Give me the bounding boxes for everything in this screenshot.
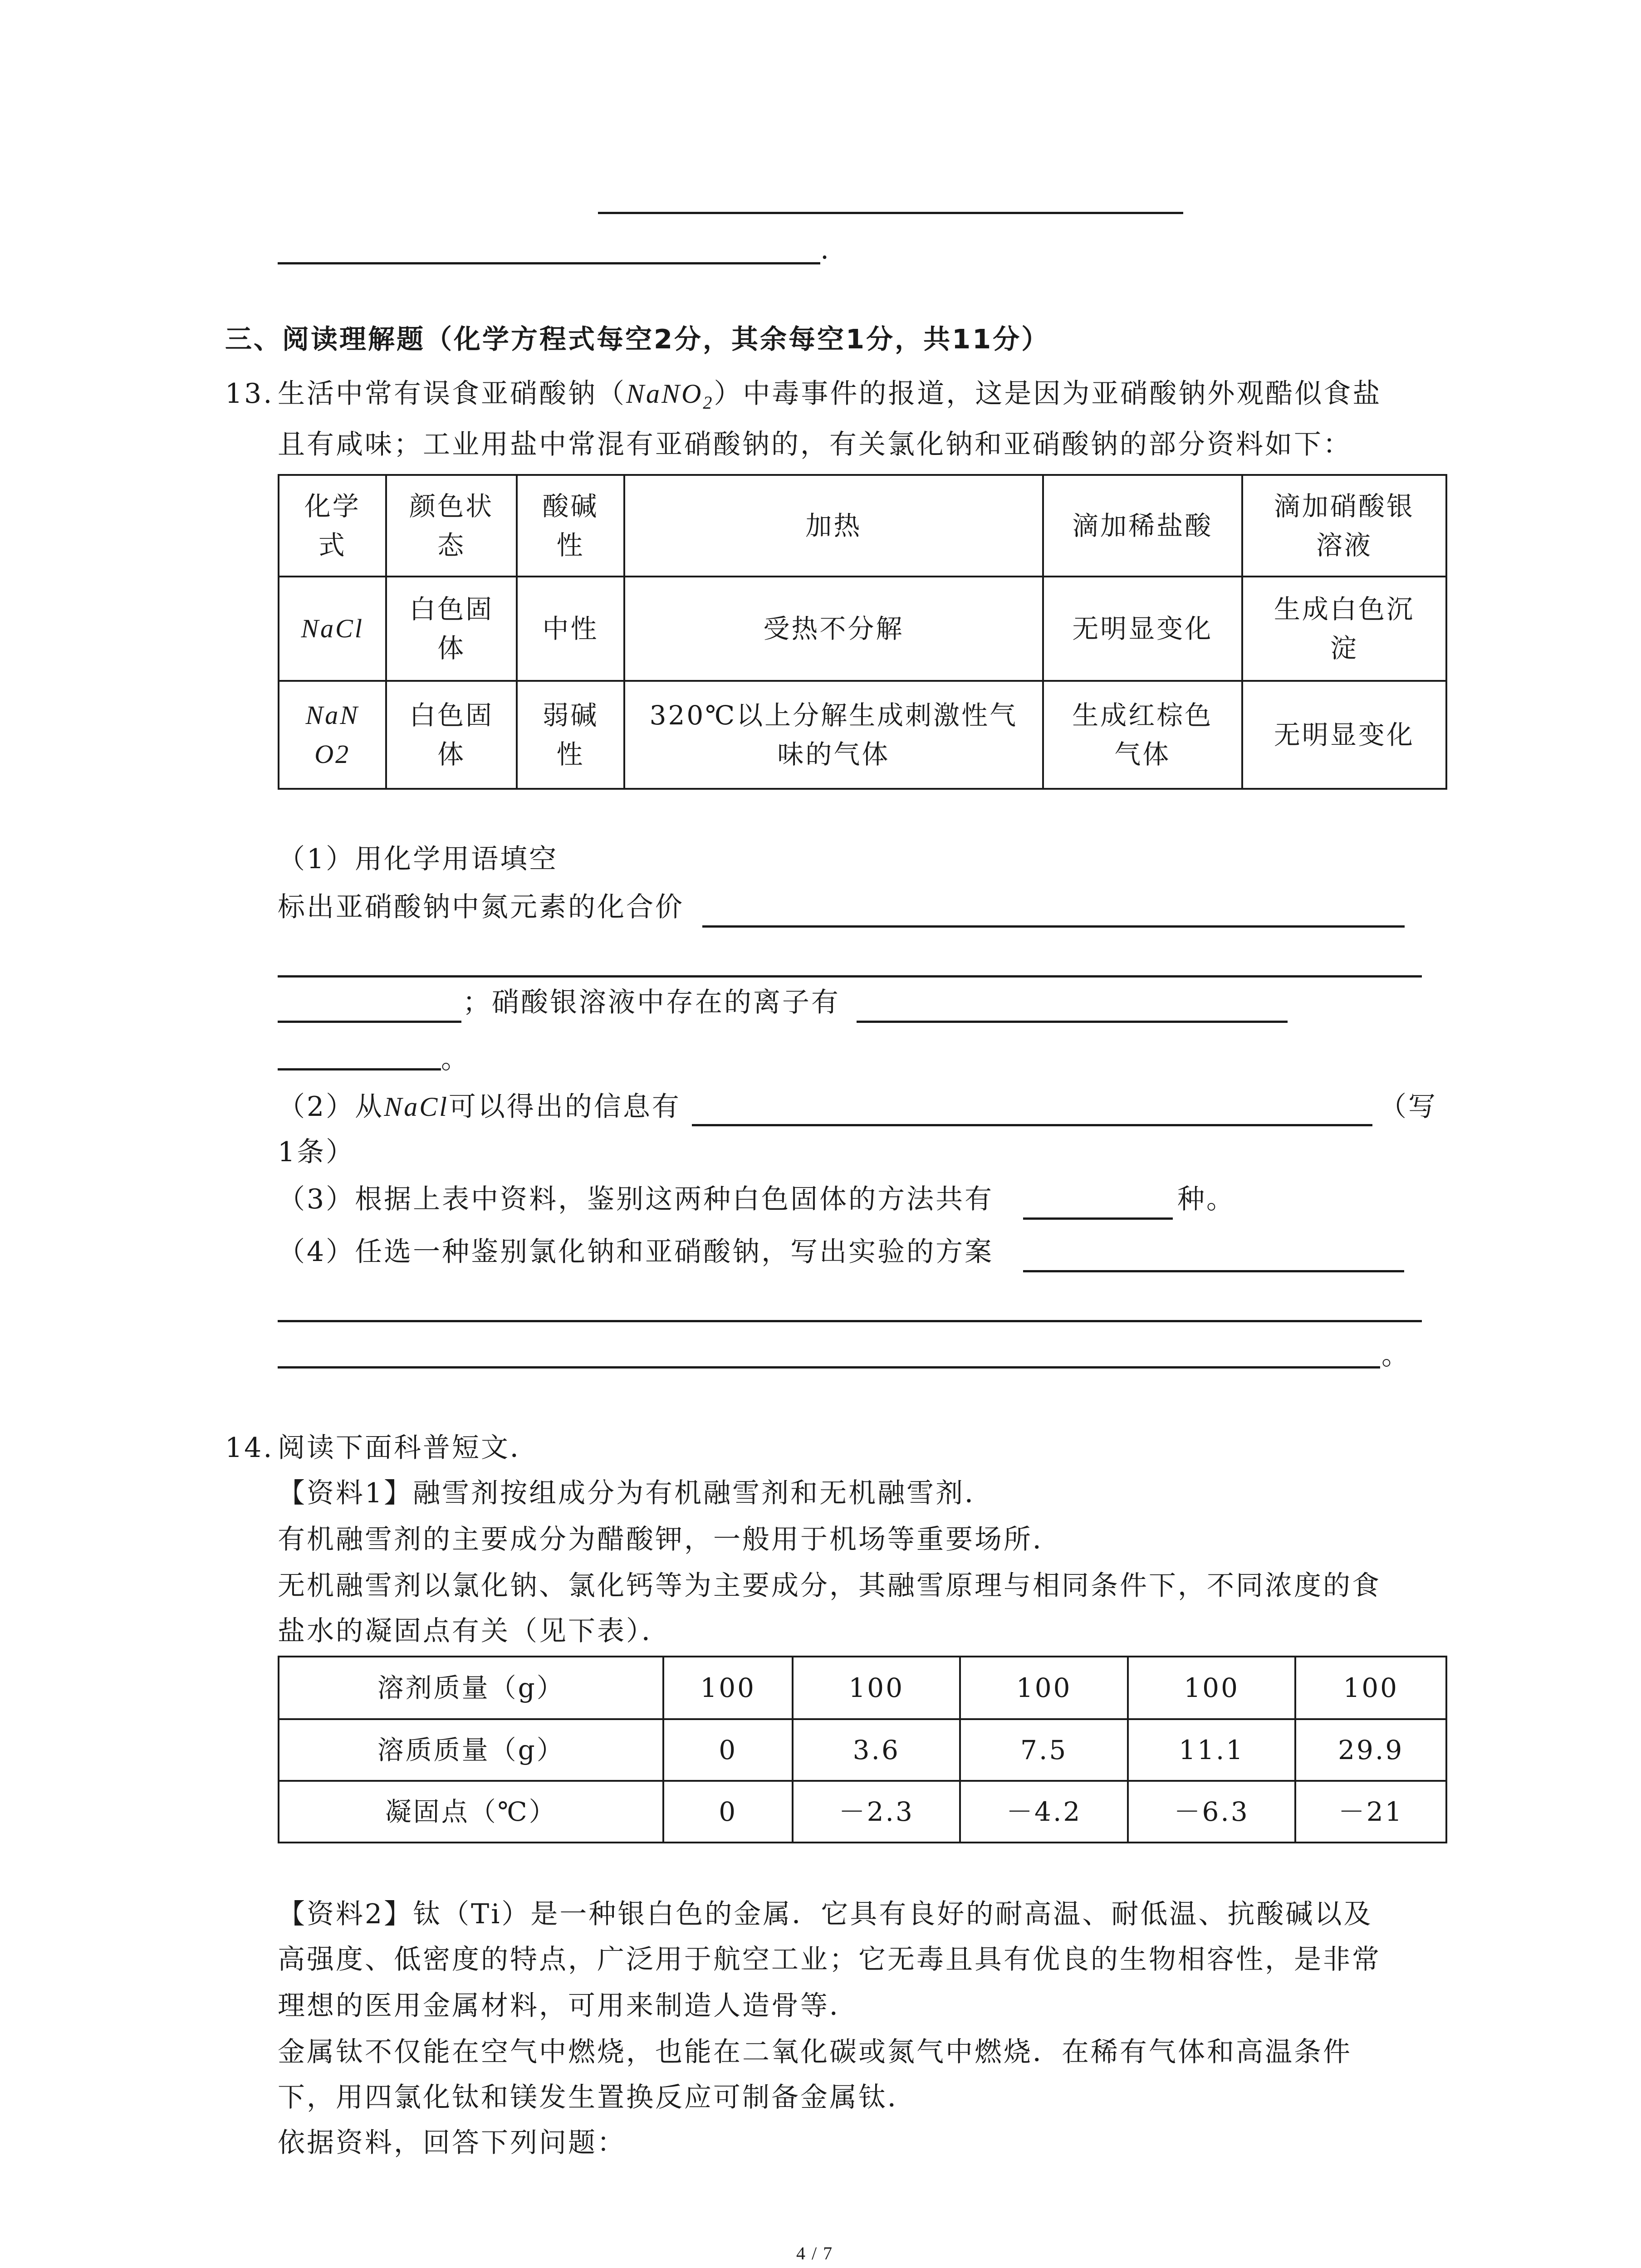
table-cell: －6.3 [1128,1781,1295,1843]
part3-line: （3）根据上表中资料，鉴别这两种白色固体的方法共有 [278,1183,994,1215]
table-header: 滴加硝酸银溶液 [1242,475,1446,577]
answer-blank[interactable] [1023,1217,1173,1220]
answer-blank[interactable] [692,1124,1372,1126]
table-cell: 白色固体 [386,681,516,789]
question-intro: 生活中常有误食亚硝酸钠（NaNO$_2$）中毒事件的报道，这是因为亚硝酸钠外观酷似食盐 [278,378,1382,413]
table-cell: 0 [663,1719,793,1781]
table-cell: －21 [1295,1781,1446,1843]
part3-tail: 种。 [1177,1183,1235,1215]
table-cell: 生成红棕色气体 [1043,681,1242,789]
part2-tail2: 1条） [278,1136,355,1168]
answer-blank[interactable] [598,212,1183,214]
formula: NaCl [384,1092,449,1122]
table-cell: －4.2 [960,1781,1127,1843]
material2-line4: 金属钛不仅能在空气中燃烧，也能在二氧化碳或氮气中燃烧．在稀有气体和高温条件 [278,2036,1352,2068]
table-header: 颜色状态 [386,475,516,577]
answer-blank[interactable] [857,1021,1288,1023]
material2-line1: 【资料2】钛（Ti）是一种银白色的金属．它具有良好的耐高温、耐低温、抗酸碱以及 [278,1898,1373,1930]
table-cell: 100 [1295,1657,1446,1719]
table-header: 酸碱性 [517,475,624,577]
part1-end: 。 [441,1043,470,1075]
question-intro: 阅读下面科普短文． [278,1432,539,1464]
part4-end: 。 [1381,1339,1411,1371]
material1-line3: 无机融雪剂以氯化钠、氯化钙等为主要成分，其融雪原理与相同条件下，不同浓度的食 [278,1570,1381,1602]
properties-table [278,474,1447,790]
answer-blank[interactable] [1023,1270,1404,1272]
material1-line2: 有机融雪剂的主要成分为醋酸钾，一般用于机场等重要场所． [278,1524,1062,1555]
part4-line: （4）任选一种鉴别氯化钠和亚硝酸钠，写出实验的方案 [278,1236,994,1268]
question-number: 13. [225,378,274,410]
page-number: 4 / 7 [796,2243,833,2263]
answer-blank[interactable] [278,1068,441,1070]
table-cell: 受热不分解 [624,577,1043,681]
table-cell: 生成白色沉淀 [1242,577,1446,681]
answer-blank[interactable] [702,925,1405,928]
table-cell: 中性 [517,577,624,681]
question-number: 14. [225,1432,274,1464]
answer-blank[interactable] [278,975,1422,978]
table-cell: 无明显变化 [1043,577,1242,681]
answer-blank[interactable] [278,1366,1380,1369]
section-title: 三、阅读理解题（化学方程式每空2分，其余每空1分，共11分） [225,323,1050,355]
table-cell: 3.6 [793,1719,960,1781]
table-cell: 11.1 [1128,1719,1295,1781]
table-cell: 凝固点（℃） [279,1781,663,1843]
part2-tail: （写 [1379,1091,1437,1123]
table-cell: 白色固体 [386,577,516,681]
part1-label: （1）用化学用语填空 [278,843,558,875]
end-mark: . [820,234,831,265]
table-cell: 100 [793,1657,960,1719]
table-cell: 7.5 [960,1719,1127,1781]
material2-line3: 理想的医用金属材料，可用来制造人造骨等． [278,1990,858,2022]
table-cell: 320℃以上分解生成刺激性气味的气体 [624,681,1043,789]
table-cell: 100 [960,1657,1127,1719]
material1-line4: 盐水的凝固点有关（见下表）． [278,1615,671,1647]
table-cell: 溶剂质量（g） [279,1657,663,1719]
table-cell: 29.9 [1295,1719,1446,1781]
freezing-point-table [278,1656,1447,1843]
table-cell: NaCl [279,577,386,681]
part1-line2: ；硝酸银溶液中存在的离子有 [463,987,840,1018]
material2-line6: 依据资料，回答下列问题： [278,2127,626,2159]
material2-line5: 下，用四氯化钛和镁发生置换反应可制备金属钛． [278,2082,916,2113]
table-header: 加热 [624,475,1043,577]
table-cell: NaNO2 [279,681,386,789]
material1-line1: 【资料1】融雪剂按组成分为有机融雪剂和无机融雪剂． [278,1477,994,1509]
table-cell: －2.3 [793,1781,960,1843]
table-cell: 100 [663,1657,793,1719]
table-cell: 0 [663,1781,793,1843]
answer-blank[interactable] [278,262,820,264]
table-cell: 弱碱性 [517,681,624,789]
table-cell: 无明显变化 [1242,681,1446,789]
table-header: 滴加稀盐酸 [1043,475,1242,577]
table-cell: 100 [1128,1657,1295,1719]
part1-line1: 标出亚硝酸钠中氮元素的化合价 [278,891,684,923]
question-intro-line2: 且有咸味；工业用盐中常混有亚硝酸钠的，有关氯化钠和亚硝酸钠的部分资料如下： [278,429,1352,460]
answer-blank[interactable] [278,1021,461,1023]
material2-line2: 高强度、低密度的特点，广泛用于航空工业；它无毒且具有优良的生物相容性，是非常 [278,1944,1381,1975]
table-cell: 溶质质量（g） [279,1719,663,1781]
formula: NaNO [626,379,703,409]
part2-line: （2）从NaCl可以得出的信息有 [278,1091,681,1123]
answer-blank[interactable] [278,1320,1422,1322]
table-header: 化学式 [279,475,386,577]
